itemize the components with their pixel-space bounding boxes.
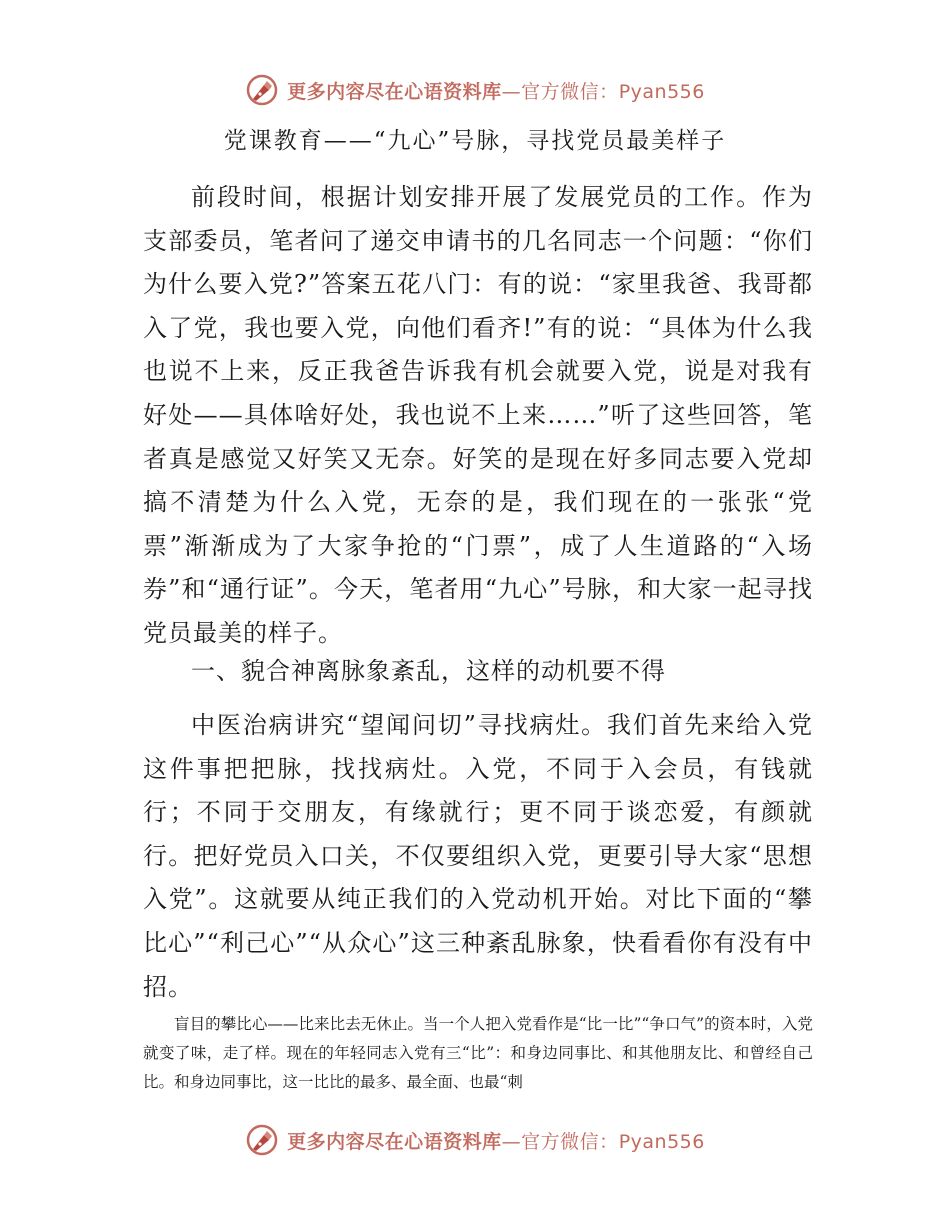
document-title: 党课教育——“九心”号脉，寻找党员最美样子 [223, 128, 727, 154]
footer-watermark [0, 1120, 950, 1160]
header-watermark [0, 70, 950, 110]
paragraph-diagnosis: 中医治病讲究“望闻问切”寻找病灶。我们首先来给入党这件事把把脉，找找病灶。入党，不同于入会员，有钱就行；不同于交朋友，有缘就行；更不同于谈恋爱，有颜就行。把好党员入口关，不仅要组织入党，更要引导大家“思想入党”。这就要从纯正我们的入党动机开始。对比下面的“攀比心”“利己心”“从众心”这三种紊乱脉象，快看看你有没有中招。 [143, 711, 813, 1001]
pen-nib-logo-icon [245, 1123, 279, 1157]
pen-nib-logo-icon [245, 73, 279, 107]
watermark-text: 更多内容尽在心语资料库—官方微信：Pyan556 [287, 80, 705, 103]
watermark-text: 更多内容尽在心语资料库—官方微信：Pyan556 [287, 1130, 705, 1153]
paragraph-intro: 前段时间，根据计划安排开展了发展党员的工作。作为支部委员，笔者问了递交申请书的几名同志一个问题：“你们为什么要入党?”答案五花八门：有的说：“家里我爸、我哥都入了党，我也要入党，向他们看齐!”有的说：“具体为什么我也说不上来，反正我爸告诉我有机会就要入党，说是对我有好处——具体啥好处，我也说不上来……”听了这些回答，笔者真是感觉又好笑又无奈。好笑的是现在好多同志要入党却搞不清楚为什么入党，无奈的是，我们现在的一张张“党票”渐渐成为了大家争抢的“门票”，成了人生道路的“入场券”和“通行证”。今天，笔者用“九心”号脉，和大家一起寻找党员最美的样子。 [143, 183, 813, 647]
section-heading-1: 一、貌合神离脉象紊乱，这样的动机要不得 [191, 657, 666, 685]
paragraph-comparison: 盲目的攀比心——比来比去无休止。当一个人把入党看作是“比一比”“争口气”的资本时，入党就变了味，走了样。现在的年轻同志入党有三“比”：和身边同事比、和其他朋友比、和曾经自己比。和身边同事比，这一比比的最多、最全面、也最“刺 [143, 1015, 813, 1091]
